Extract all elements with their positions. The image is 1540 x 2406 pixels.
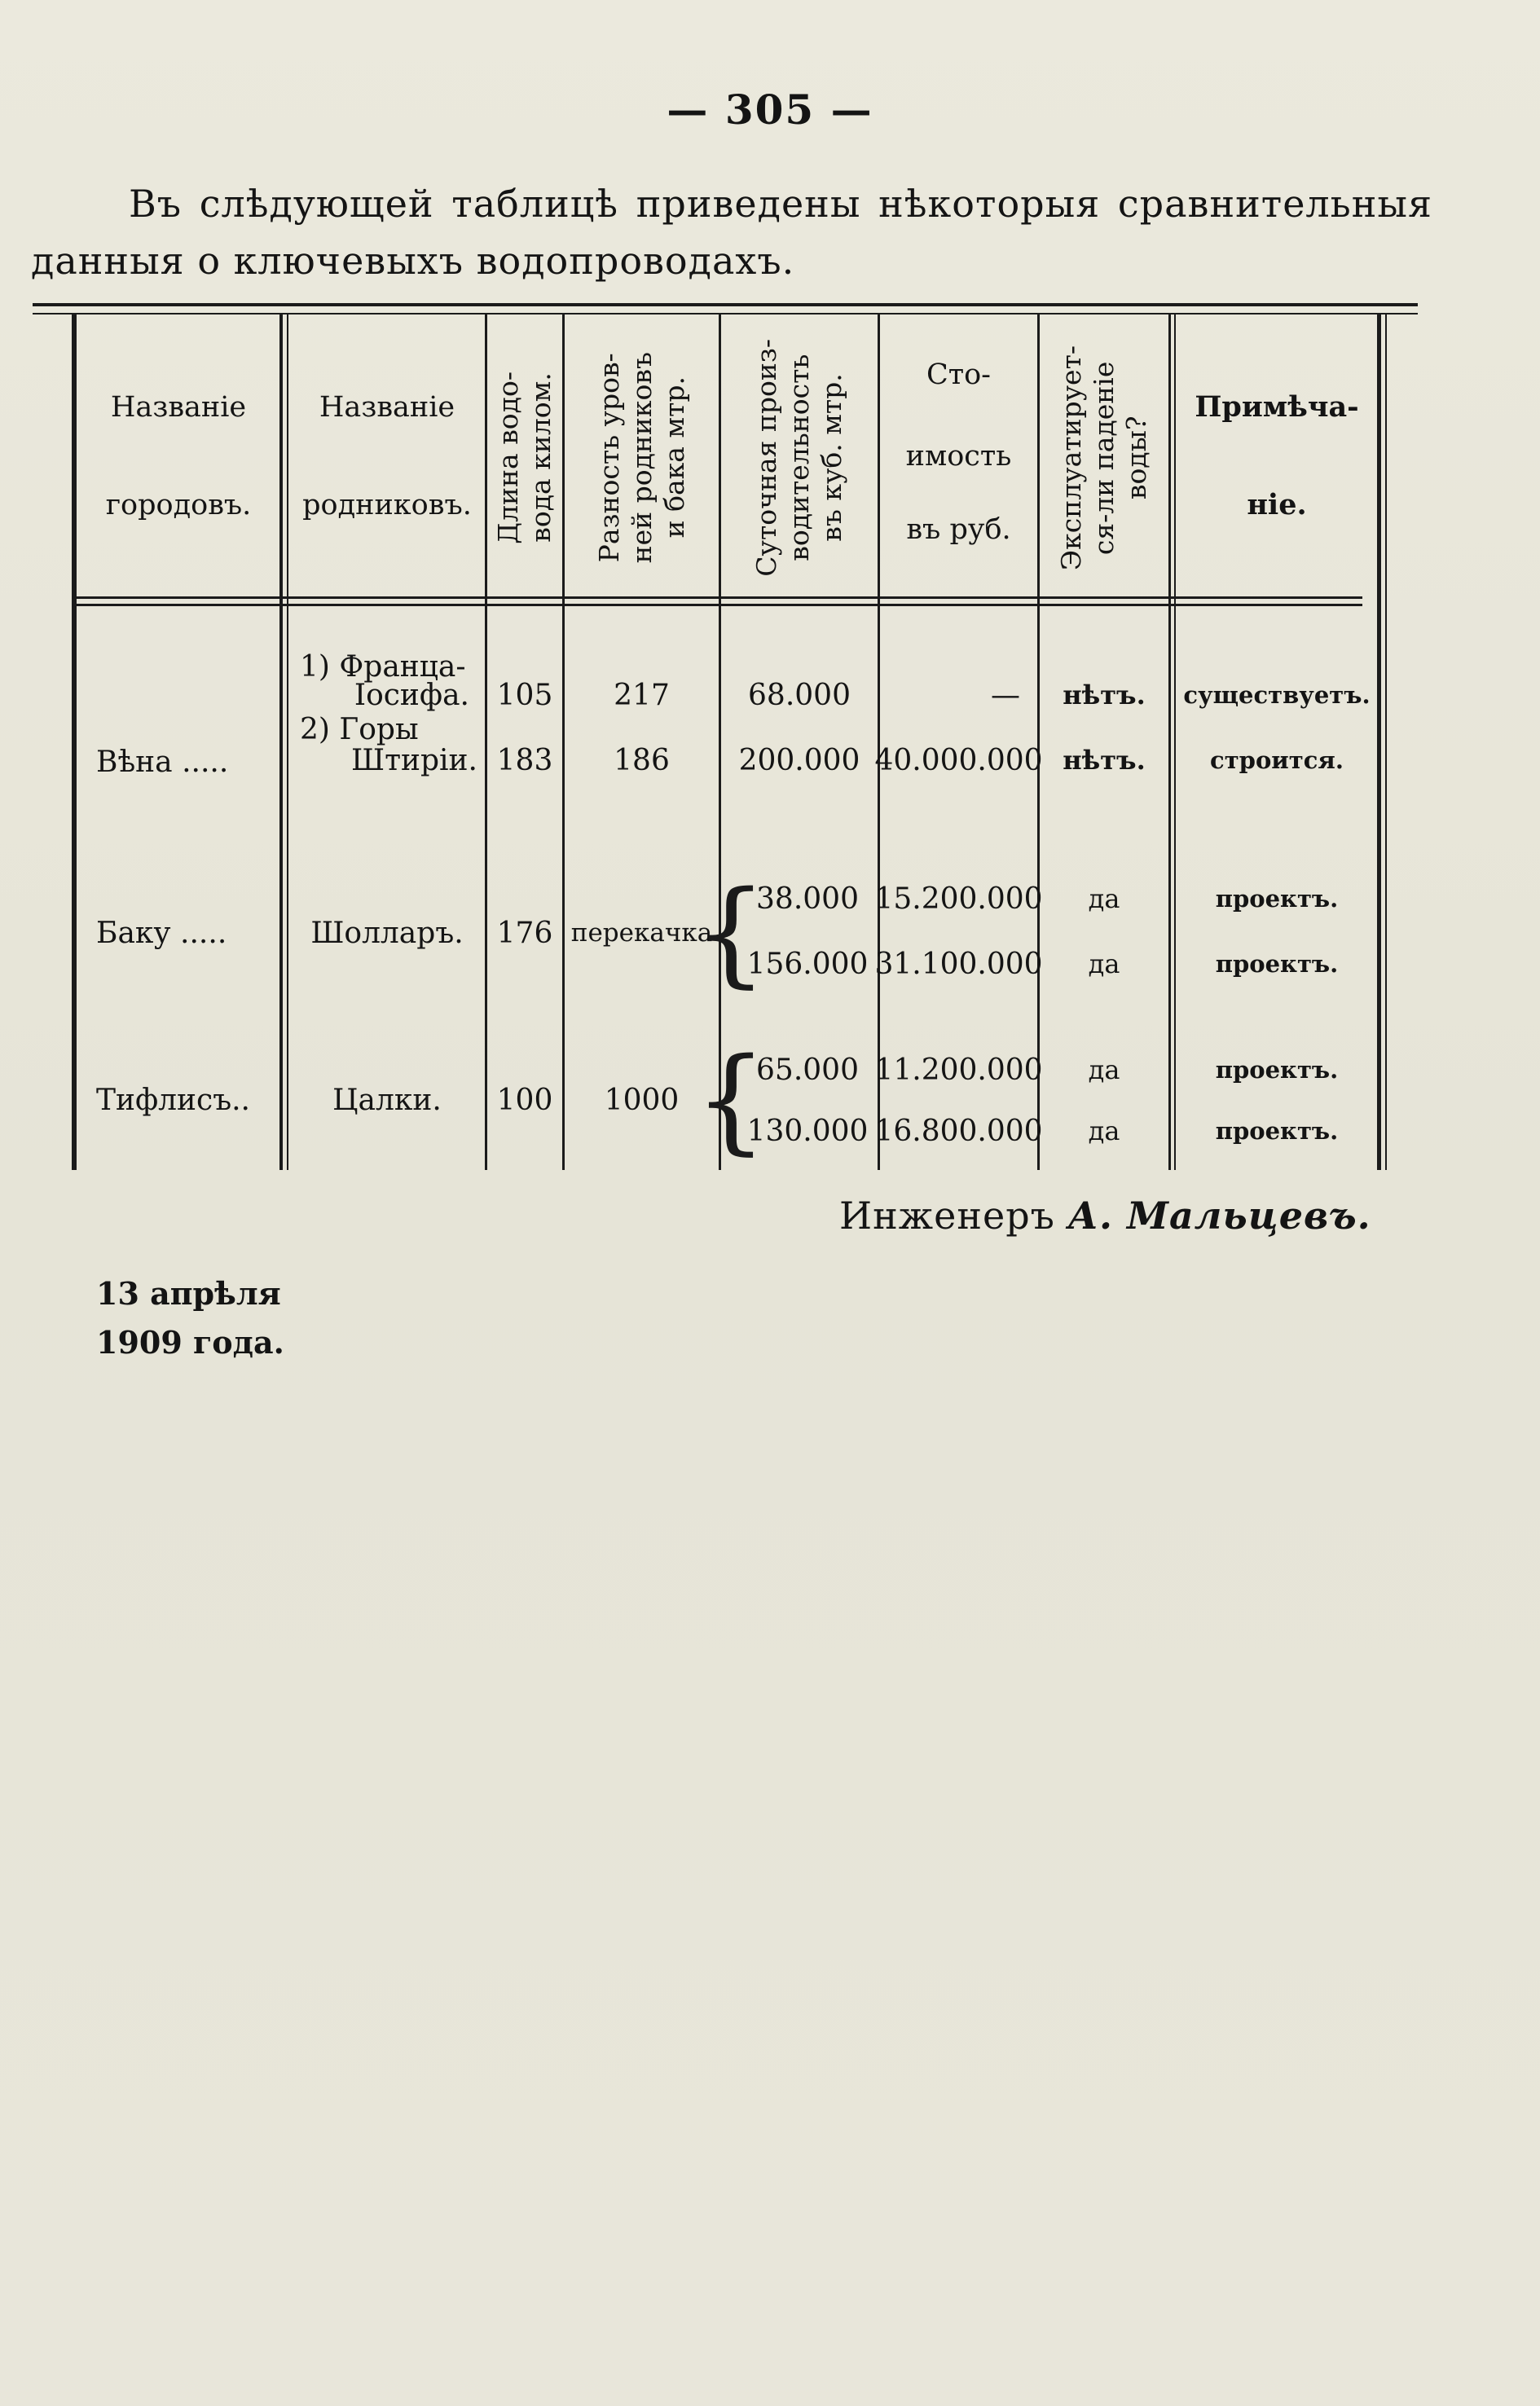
baku-note2 <box>1177 945 1377 983</box>
vienna-length2 <box>487 741 562 779</box>
baku-length <box>487 913 562 953</box>
header-length <box>487 323 562 593</box>
vienna-level1-text: 217 <box>614 678 670 712</box>
vienna-op2 <box>1040 741 1168 779</box>
header-city <box>78 383 279 432</box>
signature-title: Инженеръ <box>839 1194 1055 1238</box>
baku-daily1-text: 38.000 <box>756 882 859 916</box>
tiflis-cost1 <box>874 1051 1043 1089</box>
vienna-daily1-text: 68.000 <box>748 678 851 712</box>
tiflis-brace: { <box>694 1033 768 1167</box>
tiflis-op2-text: да <box>1088 1115 1120 1146</box>
tiflis-level-text: 1000 <box>604 1083 680 1117</box>
vienna-daily2 <box>721 741 878 779</box>
vienna-cost2 <box>874 741 1043 779</box>
header-notes <box>1177 383 1377 432</box>
vienna-spring1-b <box>290 676 484 714</box>
vienna-cost1 <box>880 676 1020 714</box>
vienna-spring2-b-text: Штиріи. <box>351 743 477 777</box>
baku-cost2-text: 31.100.000 <box>874 947 1043 981</box>
header-notes-line2: ніе. <box>1247 488 1307 521</box>
baku-op1-text: да <box>1088 883 1120 914</box>
tiflis-daily1 <box>737 1051 878 1089</box>
tiflis-city <box>96 1080 279 1120</box>
tiflis-spring <box>290 1080 484 1120</box>
tiflis-length-text: 100 <box>496 1083 553 1117</box>
col-rule <box>1174 314 1176 1170</box>
vienna-op1-text: нѣтъ. <box>1063 680 1146 710</box>
date-line2: 1909 года. <box>96 1324 284 1361</box>
baku-cost2 <box>874 945 1043 983</box>
header-spring <box>290 383 484 432</box>
baku-op2 <box>1040 945 1168 983</box>
tiflis-note1-text: проектъ. <box>1215 1056 1339 1084</box>
vienna-op2-text: нѣтъ. <box>1063 745 1146 776</box>
header-cost <box>880 350 1037 399</box>
vienna-spring1-a-text: 1) Франца- <box>300 649 466 684</box>
header-operated-text: Эксплуатирует- ся-ли паденіе воды? <box>1055 345 1152 571</box>
vienna-cost2-text: 40.000.000 <box>874 743 1043 777</box>
vienna-cost1-text: — <box>991 678 1020 712</box>
vienna-daily1 <box>721 676 878 714</box>
date-line1: 13 апрѣля <box>96 1275 281 1312</box>
header-spring-2 <box>290 481 484 530</box>
baku-city <box>96 913 279 953</box>
tiflis-daily2 <box>737 1112 878 1150</box>
vienna-note1 <box>1175 676 1379 714</box>
header-daily <box>721 323 878 593</box>
baku-note2-text: проектъ. <box>1215 950 1339 978</box>
intro-paragraph: Въ слѣдующей таблицѣ приведены нѣкоторыя сравнительныя данныя о ключевыхъ водопроводахъ. <box>31 182 1432 283</box>
vienna-city <box>96 741 279 782</box>
vienna-note1-text: существуетъ. <box>1183 681 1371 709</box>
vienna-note2 <box>1177 741 1377 779</box>
baku-note1 <box>1177 880 1377 917</box>
header-operated <box>1040 323 1168 593</box>
col-rule <box>72 314 77 1170</box>
baku-city-text: Баку ..... <box>96 916 227 950</box>
tiflis-cost1-text: 11.200.000 <box>874 1053 1043 1087</box>
page-number: — 305 — <box>667 86 873 134</box>
header-level <box>565 323 719 593</box>
tiflis-op1 <box>1040 1051 1168 1089</box>
header-notes-line1: Примѣча- <box>1195 390 1359 424</box>
tiflis-note2-text: проектъ. <box>1215 1117 1339 1145</box>
tiflis-length <box>487 1080 562 1120</box>
tiflis-spring-text: Цалки. <box>332 1083 442 1117</box>
baku-cost1 <box>874 880 1043 917</box>
header-spring-line1: Названіе <box>319 391 455 424</box>
baku-level-text: перекачка <box>570 918 713 948</box>
vienna-level1 <box>565 676 719 714</box>
baku-cost1-text: 15.200.000 <box>874 882 1043 916</box>
signature-name: А. Мальцевъ. <box>1067 1194 1371 1238</box>
tiflis-op2 <box>1040 1112 1168 1150</box>
vienna-city-text: Вѣна ..... <box>96 745 229 779</box>
header-level-text: Разность уров- ней родниковъ и бака мтр. <box>592 352 690 564</box>
vienna-length1-text: 105 <box>496 678 553 712</box>
header-cost-line3: въ руб. <box>906 513 1011 546</box>
vienna-level2-text: 186 <box>614 743 670 777</box>
baku-daily1 <box>737 880 878 917</box>
header-cost-2 <box>880 432 1037 481</box>
tiflis-daily2-text: 130.000 <box>746 1114 869 1148</box>
vienna-length2-text: 183 <box>496 743 553 777</box>
vienna-spring1-b-text: Іосифа. <box>354 678 469 712</box>
vienna-level2 <box>565 741 719 779</box>
tiflis-note1 <box>1177 1051 1377 1089</box>
tiflis-cost2 <box>874 1112 1043 1150</box>
header-city-2 <box>78 481 279 530</box>
vienna-op1 <box>1040 676 1168 714</box>
header-cost-3 <box>880 505 1037 554</box>
col-rule <box>279 314 283 1170</box>
header-cost-line1: Сто- <box>926 358 992 391</box>
header-spring-line2: родниковъ. <box>302 489 472 521</box>
baku-spring <box>290 913 484 953</box>
vienna-daily2-text: 200.000 <box>738 743 860 777</box>
baku-daily2-text: 156.000 <box>746 947 869 981</box>
header-city-line1: Названіе <box>110 391 247 424</box>
header-length-text: Длина водо- вода килом. <box>492 372 557 544</box>
baku-daily2 <box>737 945 878 983</box>
vienna-length1 <box>487 676 562 714</box>
table-top-rule-1 <box>33 303 1418 306</box>
baku-brace: { <box>694 866 768 1000</box>
col-rule <box>1377 314 1381 1170</box>
header-daily-text: Суточная произ- водительность въ куб. мтр. <box>750 339 847 577</box>
baku-op1 <box>1040 880 1168 917</box>
header-city-line2: городовъ. <box>105 489 252 521</box>
vienna-spring2-a-text: 2) Горы <box>300 712 419 746</box>
baku-spring-text: Шолларъ. <box>310 916 464 950</box>
baku-note1-text: проектъ. <box>1215 885 1339 913</box>
vienna-note2-text: строится. <box>1210 746 1344 774</box>
vienna-spring2-b <box>290 741 484 779</box>
tiflis-note2 <box>1177 1112 1377 1150</box>
col-rule <box>1385 314 1387 1170</box>
tiflis-city-text: Тифлисъ.. <box>96 1083 250 1117</box>
col-rule <box>1168 314 1171 1170</box>
tiflis-op1-text: да <box>1088 1054 1120 1085</box>
baku-length-text: 176 <box>496 916 553 950</box>
tiflis-cost2-text: 16.800.000 <box>874 1114 1043 1148</box>
header-notes-2 <box>1177 481 1377 530</box>
tiflis-daily1-text: 65.000 <box>756 1053 859 1087</box>
signature <box>839 1194 1371 1238</box>
col-rule <box>287 314 288 1170</box>
baku-op2-text: да <box>1088 948 1120 979</box>
table-top-rule-2 <box>33 313 1418 314</box>
header-cost-line2: имость <box>905 440 1012 473</box>
